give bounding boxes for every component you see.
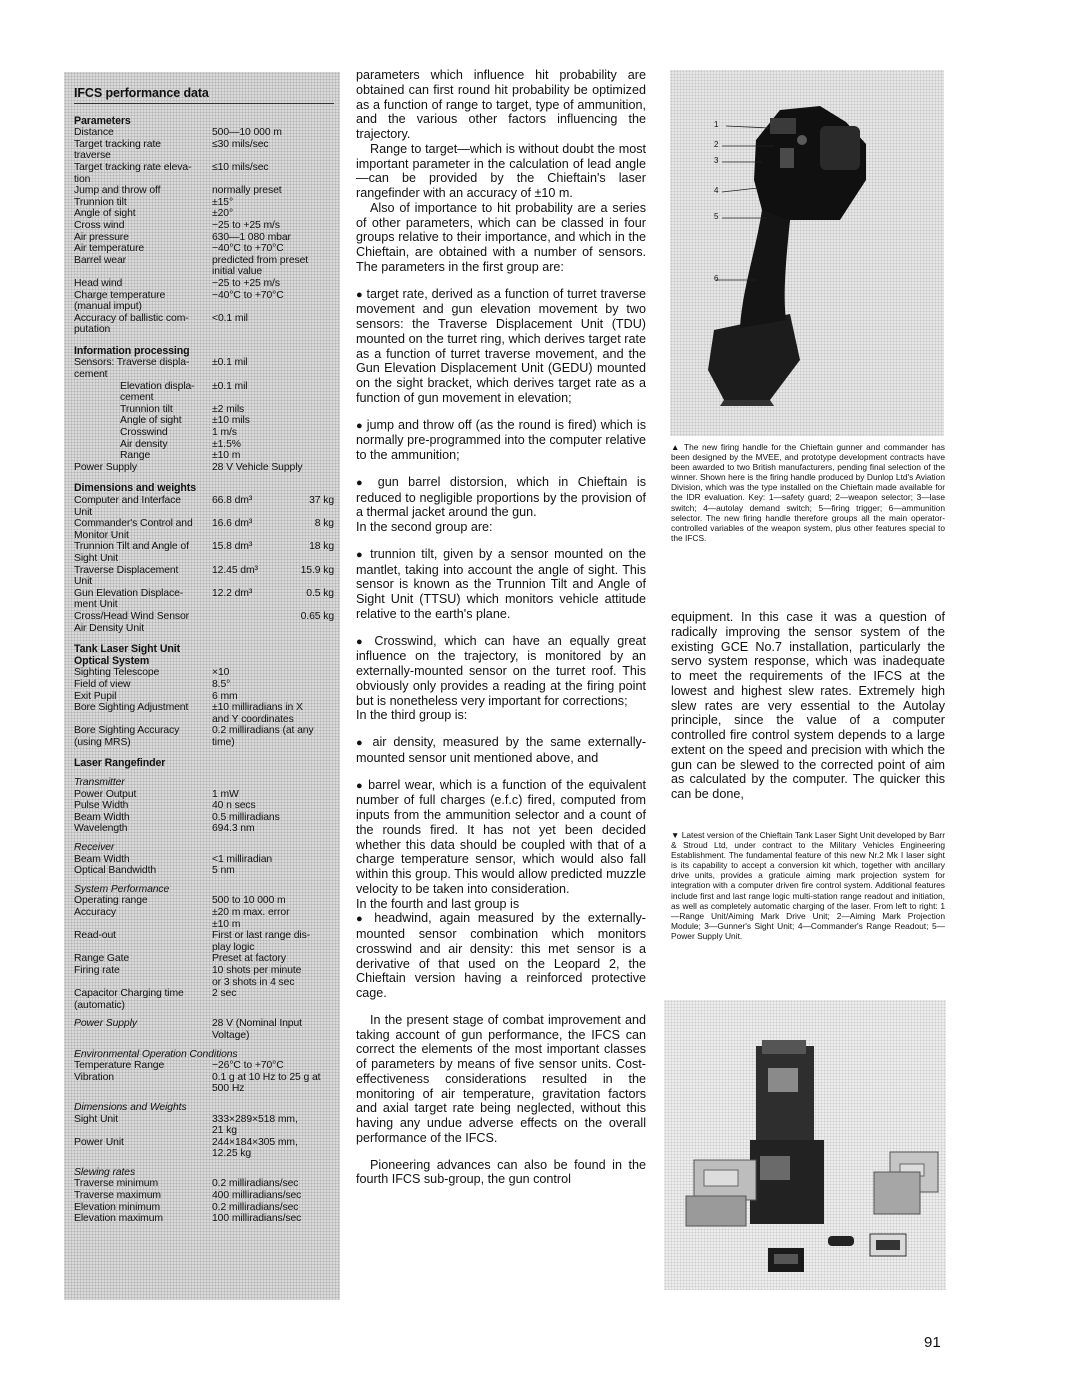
spec-value: −25 to +25 m/s bbox=[212, 219, 280, 231]
spec-label: Read-out bbox=[74, 930, 116, 942]
spec-section-heading: Parameters bbox=[74, 114, 131, 127]
spec-label: Operating range bbox=[74, 895, 148, 907]
spec-value: 66.8 dm³ bbox=[212, 495, 253, 506]
spec-label: Cross wind bbox=[74, 219, 125, 231]
spec-row bbox=[74, 1202, 334, 1214]
spec-value: 5 nm bbox=[212, 865, 235, 877]
spec-value: First or last range dis- play logic bbox=[212, 930, 311, 953]
spec-label: Head wind bbox=[74, 277, 123, 289]
bullet-item: ● Crosswind, which can have an equally great influence on the trajectory, is monitored by an externally-mounted sensor on the turret roof. This obviously only provides a reading at the firing point but is nonetheless very important for corrections; bbox=[356, 634, 646, 709]
spec-weight: 0.5 kg bbox=[306, 587, 334, 599]
spec-section bbox=[74, 346, 334, 474]
article-paragraph: Also of importance to hit probability are a series of other parameters, which can be classed in four groups relative to their importance, and which in the Chieftain, are obtained with a number of sensors. The parameters in the first group are: bbox=[356, 200, 646, 274]
spec-row bbox=[74, 812, 334, 824]
spec-row bbox=[74, 415, 334, 427]
spec-value: 694.3 nm bbox=[212, 823, 255, 835]
spec-value: 28 V Vehicle Supply bbox=[212, 461, 303, 473]
spec-label: Air temperature bbox=[74, 243, 145, 255]
spec-row bbox=[74, 232, 334, 244]
spec-value: 0.2 milliradians/sec bbox=[212, 1178, 299, 1190]
spec-label: Exit Pupil bbox=[74, 690, 117, 702]
spec-label: Traverse maximum bbox=[74, 1190, 161, 1202]
spec-label: Sensors: Traverse displa- cement bbox=[74, 357, 190, 381]
spec-section bbox=[74, 483, 334, 634]
spec-subheading: System Performance bbox=[74, 883, 170, 895]
spec-row bbox=[74, 220, 334, 232]
spec-value: 16.6 dm³ bbox=[212, 518, 253, 530]
page-number: 91 bbox=[924, 1334, 941, 1351]
spec-label: Commander's Control and Monitor Unit bbox=[74, 518, 193, 541]
bullet-item: ● jump and throw off (as the round is fired) which is normally pre-programmed into the computer relative to the ammunition; bbox=[356, 418, 646, 463]
spec-row bbox=[74, 854, 334, 866]
spec-subheading: Slewing rates bbox=[74, 1166, 136, 1178]
spec-row bbox=[74, 197, 334, 209]
spec-row bbox=[74, 679, 334, 691]
callout-number: 4 bbox=[714, 186, 719, 195]
spec-row bbox=[74, 243, 334, 255]
spec-label: Capacitor Charging time (automatic) bbox=[74, 988, 184, 1011]
spec-label: Crosswind bbox=[120, 427, 168, 439]
spec-section-heading: Dimensions and weights bbox=[74, 482, 197, 495]
callout-number: 2 bbox=[714, 140, 719, 149]
spec-row bbox=[74, 823, 334, 835]
firing-handle-illustration bbox=[670, 70, 944, 436]
spec-label: Trunnion Tilt and Angle of Sight Unit bbox=[74, 541, 189, 564]
spec-label: Target tracking rate eleva- tion bbox=[74, 161, 192, 185]
spec-row bbox=[74, 450, 334, 462]
spec-value: 400 milliradians/sec bbox=[212, 1190, 302, 1202]
spec-row bbox=[74, 865, 334, 877]
spec-weight: 37 kg bbox=[309, 495, 334, 506]
callout-number: 3 bbox=[714, 156, 719, 165]
bullet-item: ● air density, measured by the same externally-mounted sensor unit mentioned above, and bbox=[356, 735, 646, 766]
article-paragraph: parameters which influence hit probability are obtained can first round hit probability be optimized as a function of range to target, type of ammunition, and the various other factors influencing the trajectory. bbox=[356, 68, 646, 141]
spec-row bbox=[74, 907, 334, 930]
article-paragraph: Range to target—which is without doubt the most important parameter in the calculation of lead angle—can be provided by the Chieftain's laser rangefinder with an accuracy of ±10 m. bbox=[356, 141, 646, 200]
spec-row bbox=[74, 357, 334, 380]
spec-label: Air density bbox=[120, 438, 168, 450]
callout-number: 5 bbox=[714, 212, 719, 221]
spec-label: Bore Sighting Adjustment bbox=[74, 702, 189, 714]
spec-value: 0.2 milliradians (at any time) bbox=[212, 725, 314, 748]
spec-row bbox=[74, 1178, 334, 1190]
spec-row bbox=[74, 313, 334, 336]
spec-row bbox=[74, 139, 334, 162]
spec-value: 1 m/s bbox=[212, 427, 237, 439]
spec-value: 12.2 dm³ bbox=[212, 587, 253, 599]
spec-label: Temperature Range bbox=[74, 1060, 165, 1072]
spec-row bbox=[74, 1114, 334, 1137]
bullet-item: ● target rate, derived as a function of turret traverse movement and gun elevation movement by two sensors: the Traverse Displacement Unit (TDU) mounted on the turret ring, which derives target rate as a function of turret traverse movement, and the Gun Elevation Displacement Unit (GEDU) mounted on the sight bracket, which derives target rate as a function of gun movement in elevation; bbox=[356, 287, 646, 406]
spec-value: 333×289×518 mm, 21 kg bbox=[212, 1113, 298, 1137]
spec-value: ±10 m bbox=[212, 450, 241, 462]
spec-row bbox=[74, 1213, 334, 1225]
laser-sight-unit-photo bbox=[664, 1000, 946, 1290]
spec-section bbox=[74, 644, 334, 748]
spec-label: Elevation minimum bbox=[74, 1201, 161, 1213]
article-paragraph: In the present stage of combat improvement and taking account of gun performance, the IFCS can correct the elements of the most important classes of parameters by means of five sensor units. Cost-effectiveness considerations resulted in the monitoring of air temperature, gravitation factors and axial target rate being neglected, without this having any undue adverse effects on the overall performance of the IFCS. bbox=[356, 1012, 646, 1145]
spec-label: Trunnion tilt bbox=[120, 403, 173, 415]
spec-row bbox=[74, 895, 334, 907]
group-label: In the fourth and last group is bbox=[356, 896, 520, 911]
spec-row bbox=[74, 953, 334, 965]
spec-label: Range bbox=[120, 450, 151, 462]
spec-section bbox=[74, 758, 334, 1224]
bullet-item: ● gun barrel distorsion, which in Chieftain is reduced to negligible proportions by the provision of a thermal jacket around the gun. bbox=[356, 475, 646, 520]
spec-value: 2 sec bbox=[212, 988, 237, 1000]
spec-section bbox=[74, 116, 334, 336]
spec-value: ±15° bbox=[212, 196, 234, 208]
spec-value: ±2 mils bbox=[212, 403, 245, 415]
spec-row bbox=[74, 462, 334, 474]
spec-label: Wavelength bbox=[74, 823, 128, 835]
spec-row bbox=[74, 789, 334, 801]
spec-section-heading: Information processing bbox=[74, 344, 190, 357]
spec-subheading: Transmitter bbox=[74, 777, 125, 789]
spec-label: Firing rate bbox=[74, 964, 120, 976]
spec-row bbox=[74, 127, 334, 139]
callout-number: 6 bbox=[714, 274, 719, 283]
spec-label: Accuracy of ballistic com- putation bbox=[74, 312, 189, 336]
spec-label: Cross/Head Wind Sensor Air Density Unit bbox=[74, 610, 190, 634]
spec-value: 40 n secs bbox=[212, 800, 256, 812]
spec-label: Computer and Interface Unit bbox=[74, 495, 181, 518]
laser-sight-illustration bbox=[664, 1000, 946, 1290]
spec-value: Preset at factory bbox=[212, 953, 286, 965]
spec-label: Barrel wear bbox=[74, 254, 127, 266]
spec-row bbox=[74, 965, 334, 988]
spec-value: ±20° bbox=[212, 208, 234, 220]
spec-value: normally preset bbox=[212, 185, 282, 197]
spec-row bbox=[74, 667, 334, 679]
group-label: In the second group are: bbox=[356, 520, 493, 534]
spec-label: Elevation displa- cement bbox=[120, 380, 195, 404]
firing-handle-caption: ▲ The new firing handle for the Chieftain gunner and commander has been designed by the MVEE, and prototype development contracts have been awarded to two British manufacturers, pending final selection of the winner. Shown here is the firing handle produced by Dunlop Ltd's Aviation Division, which was the type installed on the Chieftain made available for the IDR evaluation. Key: 1—safety guard; 2—weapon selector; 3—lase switch; 4—autolay demand switch; 5—firing trigger; 6—ammunition selector. The new firing handle therefore groups all the main operator-controlled variables of the weapon system, plus other features special to the IFCS. bbox=[671, 442, 945, 543]
spec-value: ±1.5% bbox=[212, 438, 241, 450]
spec-row bbox=[74, 439, 334, 451]
spec-row bbox=[74, 1072, 334, 1095]
spec-weight: 8 kg bbox=[314, 518, 334, 530]
spec-value: 10 shots per minute or 3 shots in 4 sec bbox=[212, 964, 302, 988]
spec-value: 500—10 000 m bbox=[212, 127, 282, 139]
spec-row bbox=[74, 427, 334, 439]
spec-value: ±10 milliradians in X and Y coordinates bbox=[212, 702, 303, 725]
spec-value: −40°C to +70°C bbox=[212, 243, 284, 255]
article-paragraph: Pioneering advances can also be found in the fourth IFCS sub-group, the gun control bbox=[356, 1157, 646, 1187]
spec-label: Power Output bbox=[74, 788, 137, 800]
spec-row bbox=[74, 988, 334, 1011]
spec-row bbox=[74, 1190, 334, 1202]
spec-row bbox=[74, 930, 334, 953]
spec-value: 0.2 milliradians/sec bbox=[212, 1201, 299, 1213]
spec-value: ±20 m max. error ±10 m bbox=[212, 907, 290, 930]
spec-label: Angle of sight bbox=[74, 208, 136, 220]
spec-value: 1 mW bbox=[212, 788, 239, 800]
spec-value: 15.8 dm³ bbox=[212, 541, 253, 553]
spec-label: Bore Sighting Accuracy (using MRS) bbox=[74, 725, 180, 748]
spec-weight: 18 kg bbox=[309, 541, 334, 553]
spec-row bbox=[74, 185, 334, 197]
spec-row bbox=[74, 255, 334, 278]
spec-value: −26°C to +70°C bbox=[212, 1060, 284, 1072]
performance-data-sidebar bbox=[64, 72, 340, 1300]
spec-value: predicted from preset initial value bbox=[212, 254, 309, 278]
spec-value: 500 to 10 000 m bbox=[212, 895, 286, 907]
spec-label: Field of view bbox=[74, 678, 131, 690]
spec-subheading: Dimensions and Weights bbox=[74, 1101, 187, 1113]
spec-row bbox=[74, 565, 334, 588]
spec-value: 12.45 dm³ bbox=[212, 564, 258, 576]
spec-value: ±10 mils bbox=[212, 415, 250, 427]
spec-value: ≤30 mils/sec bbox=[212, 138, 269, 150]
spec-label: Pulse Width bbox=[74, 800, 129, 812]
bullet-item: ● trunnion tilt, given by a sensor mounted on the mantlet, taking into account the angle of sight. This sensor is known as the Trunnion Tilt and Angle of Sight Unit (TTSU) which monitors vehicle attitude relative to the earth's plane. bbox=[356, 547, 646, 622]
main-article-column bbox=[356, 68, 646, 1187]
spec-value: 100 milliradians/sec bbox=[212, 1213, 302, 1225]
spec-label: Power Unit bbox=[74, 1136, 124, 1148]
spec-row bbox=[74, 208, 334, 220]
spec-row bbox=[74, 1060, 334, 1072]
spec-label: Sight Unit bbox=[74, 1113, 119, 1125]
spec-label: Accuracy bbox=[74, 907, 116, 918]
spec-value: 0.5 milliradians bbox=[212, 811, 280, 823]
sidebar-title: IFCS performance data bbox=[74, 88, 334, 104]
spec-row bbox=[74, 518, 334, 541]
spec-section-heading: Tank Laser Sight Unit Optical System bbox=[74, 643, 181, 667]
bullet-item: ● headwind, again measured by the externally-mounted sensor combination which monitors crosswind and air density: this met sensor is a derivative of that used on the Leopard 2, the Chieftain version having a reinforced protective cage. bbox=[356, 911, 646, 1001]
spec-label: Beam Width bbox=[74, 811, 130, 823]
spec-row bbox=[74, 541, 334, 564]
spec-row bbox=[74, 702, 334, 725]
spec-label: Air pressure bbox=[74, 231, 129, 243]
spec-value: 28 V (Nominal Input Voltage) bbox=[212, 1018, 302, 1041]
spec-row bbox=[74, 1018, 334, 1041]
firing-handle-photo bbox=[670, 70, 944, 436]
spec-value: 6 mm bbox=[212, 690, 238, 702]
spec-subheading: Environmental Operation Conditions bbox=[74, 1048, 238, 1060]
spec-value: 8.5° bbox=[212, 678, 231, 690]
spec-section-heading: Laser Rangefinder bbox=[74, 757, 166, 770]
spec-row bbox=[74, 381, 334, 404]
spec-value: 630—1 080 mbar bbox=[212, 231, 291, 243]
spec-row bbox=[74, 162, 334, 185]
spec-row bbox=[74, 691, 334, 703]
spec-label: Range Gate bbox=[74, 953, 130, 965]
spec-row bbox=[74, 290, 334, 313]
right-column-text: equipment. In this case it was a question of radically improving the sensor system of the existing GCE No.7 installation, particularly the servo system response, which was inadequate to meet the requirements of the IFCS at the lowest and highest slew rates. Extremely high slew rates are very essential to the Autolay principle, since the value of a computer controlled fire control system depends to a large extent on the speed and precision with which the gun can be slewed to the corrected point of aim as calculated by the computer. The quicker this can be done, bbox=[671, 610, 945, 801]
spec-value bbox=[212, 611, 290, 634]
bullet-item: ● barrel wear, which is a function of the equivalent number of full charges (e.f.c) fired, computed from inputs from the ammunition selector and a count of the rounds fired. It has not yet been decided whether this data should be coupled with that of a charge temperature sensor, which would also fall within this group. This would allow predicted muzzle velocity to be taken into consideration. bbox=[356, 778, 646, 897]
spec-weight: 0.65 kg bbox=[300, 610, 334, 622]
spec-label: Angle of sight bbox=[120, 415, 182, 427]
spec-label: Distance bbox=[74, 127, 114, 139]
spec-label: Traverse Displacement Unit bbox=[74, 564, 179, 588]
callout-number: 1 bbox=[714, 120, 719, 129]
spec-value: −40°C to +70°C bbox=[212, 289, 284, 301]
spec-value: ±0.1 mil bbox=[212, 357, 248, 369]
spec-label: Charge temperature (manual imput) bbox=[74, 289, 166, 313]
spec-row bbox=[74, 404, 334, 416]
spec-value: ×10 bbox=[212, 667, 230, 679]
spec-label: Beam Width bbox=[74, 853, 130, 865]
spec-row bbox=[74, 278, 334, 290]
group-label: In the third group is: bbox=[356, 708, 468, 723]
spec-subheading: Receiver bbox=[74, 842, 115, 854]
spec-weight: 15.9 kg bbox=[300, 564, 334, 576]
spec-value: ≤10 mils/sec bbox=[212, 161, 269, 173]
spec-label: Vibration bbox=[74, 1071, 114, 1083]
spec-label: Trunnion tilt bbox=[74, 196, 127, 208]
spec-label: Traverse minimum bbox=[74, 1178, 159, 1190]
spec-value: 244×184×305 mm, 12.25 kg bbox=[212, 1136, 298, 1160]
spec-label: Target tracking rate traverse bbox=[74, 138, 161, 162]
spec-label: Power Supply bbox=[74, 1018, 137, 1030]
spec-label: Elevation maximum bbox=[74, 1213, 163, 1225]
spec-row bbox=[74, 1137, 334, 1160]
spec-label: Optical Bandwidth bbox=[74, 865, 157, 877]
spec-label: Sighting Telescope bbox=[74, 667, 160, 679]
spec-label: Power Supply bbox=[74, 461, 137, 473]
spec-label: Jump and throw off bbox=[74, 185, 161, 197]
spec-value: 0.1 g at 10 Hz to 25 g at 500 Hz bbox=[212, 1071, 321, 1095]
sidebar-content bbox=[74, 116, 334, 1225]
spec-label: Gun Elevation Displace- ment Unit bbox=[74, 587, 184, 611]
spec-row bbox=[74, 800, 334, 812]
spec-row bbox=[74, 611, 334, 634]
spec-value: ±0.1 mil bbox=[212, 380, 248, 392]
spec-row bbox=[74, 725, 334, 748]
spec-row bbox=[74, 495, 334, 518]
spec-row bbox=[74, 588, 334, 611]
laser-sight-caption: ▼ Latest version of the Chieftain Tank Laser Sight Unit developed by Barr & Stroud Ltd, under contract to the Military Vehicles Engineering Establishment. The fundamental feature of this new Nr.2 Mk I laser sight is its capability to accept a conversion kit which, together with ancillary drive units, provides a graticule aiming mark projection system for integration with a computer driven fire control system. Additional features include first and last range logic multi-station range readout and initiation, as well as completely automatic charging of the laser. From left to right: 1—Range Unit/Aiming Mark Drive Unit; 2—Aiming Mark Projection Module; 3—Gunner's Sight Unit; 4—Commander's Range Readout; 5—Power Supply Unit. bbox=[671, 830, 945, 941]
spec-value: −25 to +25 m/s bbox=[212, 277, 280, 289]
spec-value: <0.1 mil bbox=[212, 312, 248, 324]
spec-value: <1 milliradian bbox=[212, 853, 273, 865]
